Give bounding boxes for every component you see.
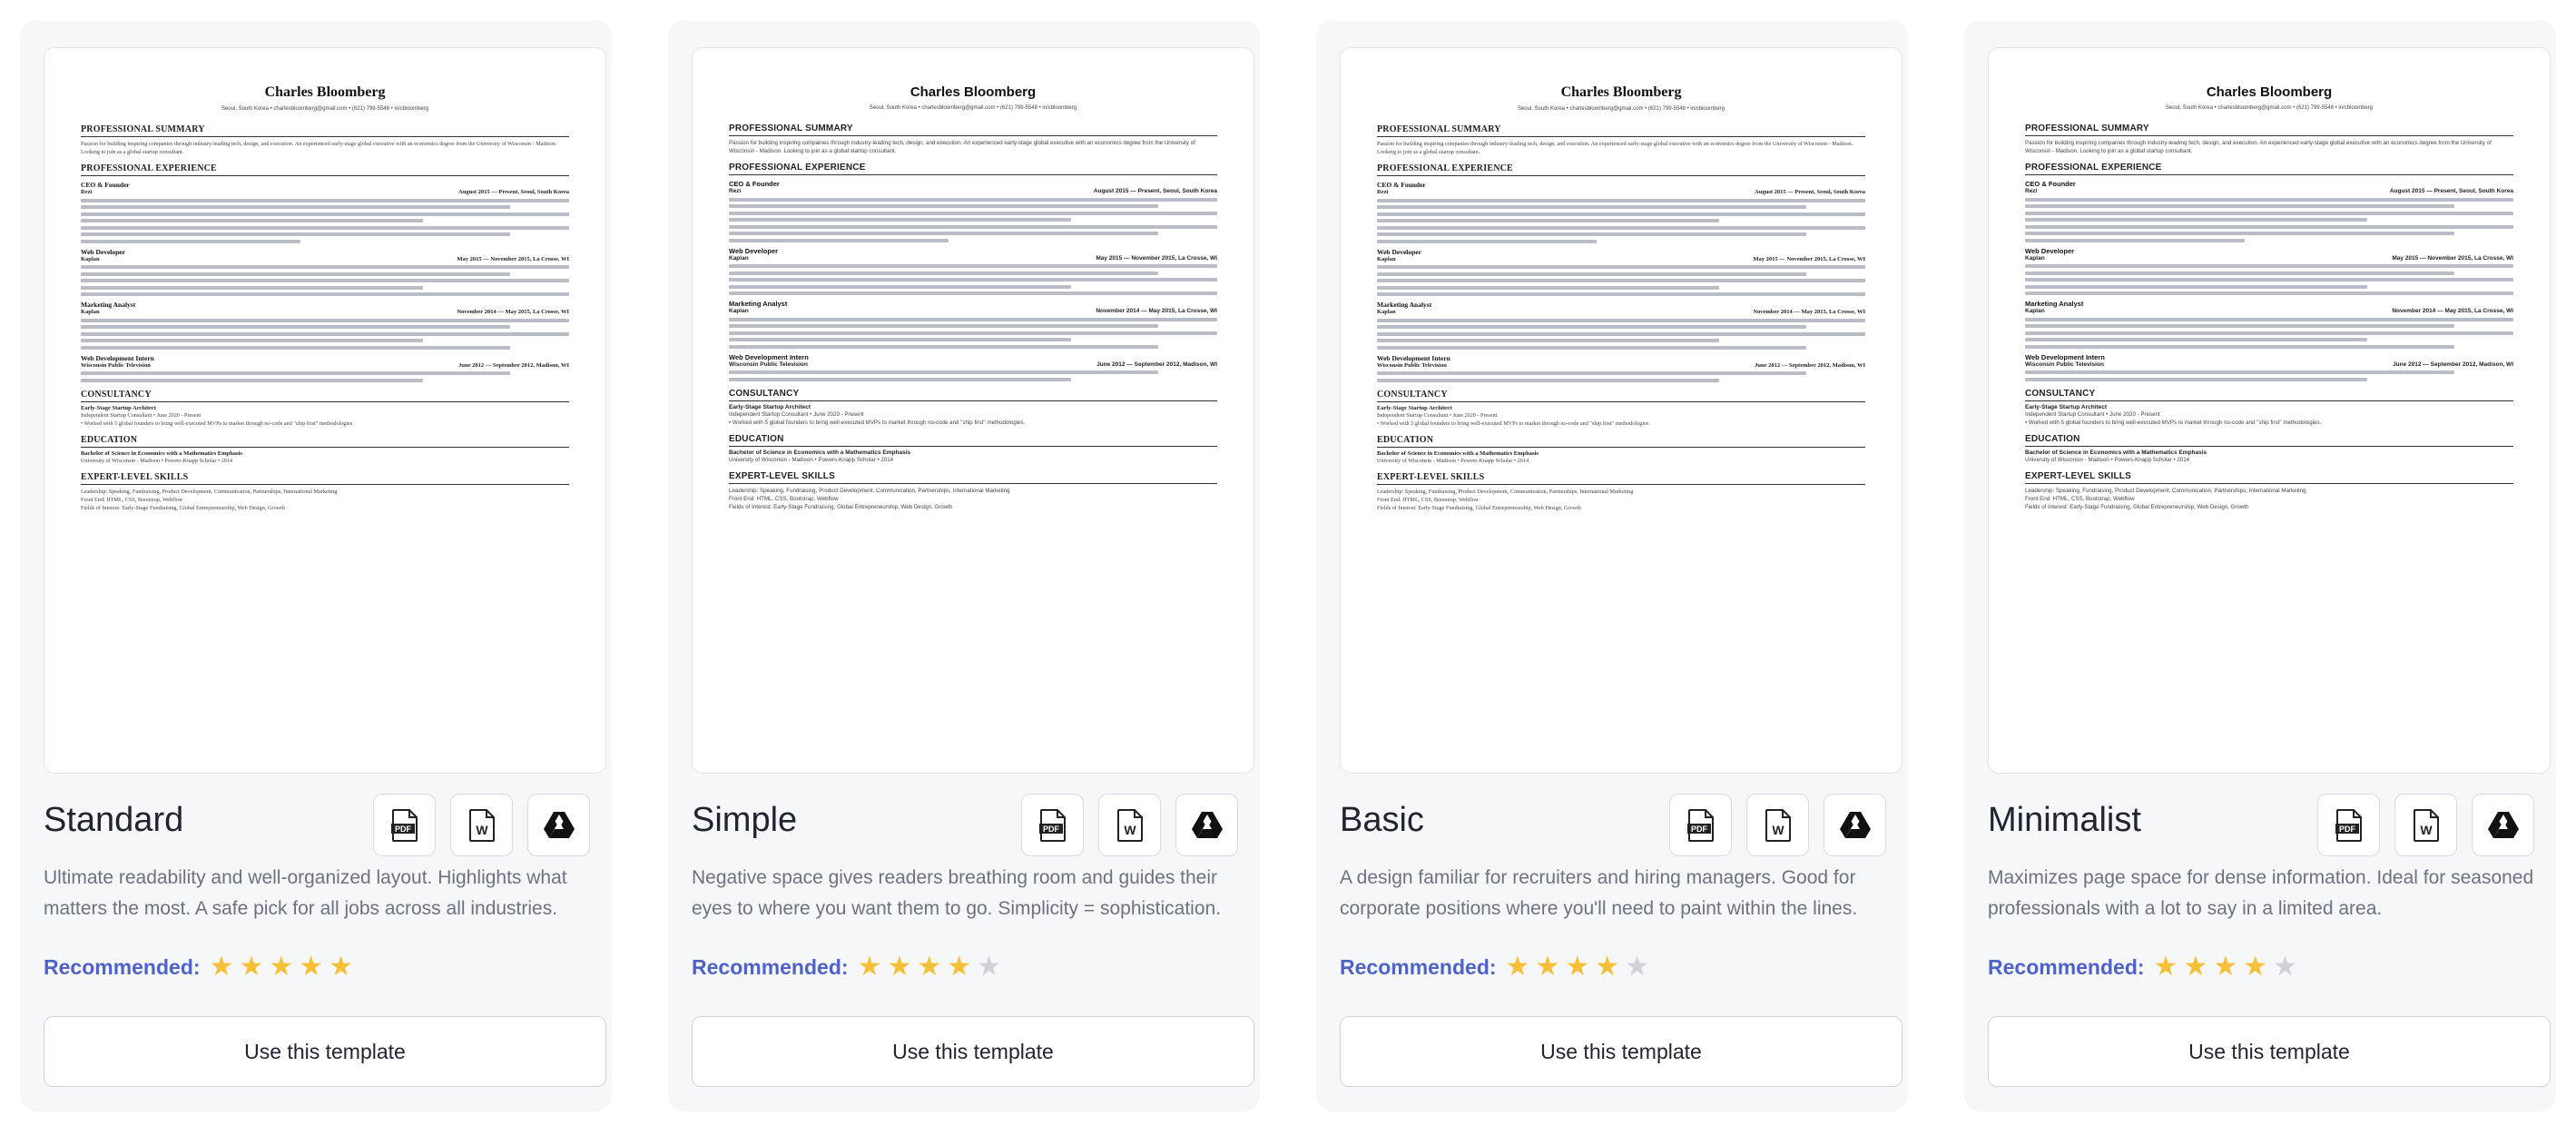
star-icon: ★ (887, 952, 912, 982)
template-card-basic (1316, 20, 1908, 1111)
resume-job-dates: June 2012 — September 2012, Madison, WI (1096, 361, 1217, 368)
resume-job-role: Marketing Analyst (81, 301, 136, 309)
resume-job-company: Rezi (1377, 189, 1389, 195)
resume-consult-bullet: • Worked with 5 global founders to bring well-executed MVPs to market through no-code and "ship first" methodologies. (2025, 419, 2322, 426)
template-description: Ultimate readability and well-organized layout. Highlights what matters the most. A safe pick for all jobs across all industries. (44, 867, 567, 919)
template-title: Simple (692, 801, 798, 839)
resume-job-dates: November 2014 — May 2015, La Crosse, WI (457, 309, 569, 315)
resume-edu-school: University of Wisconsin - Madison • Powers-Knapp Scholar • 2014 (2025, 456, 2190, 463)
pdf-download-button[interactable] (1021, 794, 1084, 856)
resume-job-role: Web Developer (729, 246, 779, 255)
resume-preview[interactable] (692, 47, 1254, 774)
resume-job-company: Kaplan (729, 254, 749, 262)
resume-skills-line: Fields of Interest: Early-Stage Fundraising, Global Entrepreneurship, Web Design, Growth (2025, 503, 2249, 510)
google-drive-button[interactable] (527, 794, 590, 856)
resume-section-skills: EXPERT-LEVEL SKILLS (1377, 472, 1865, 485)
download-icons (373, 794, 590, 856)
resume-job-dates: May 2015 — November 2015, La Crosse, WI (457, 255, 569, 262)
resume-summary-text: Passion for building inspiring companies through industry-leading tech, design, and execution. An experienced early-stage global executive with an economics degree from the University of Wisconsin - Madison. Looking to join as a global startup consultant. (2025, 140, 2492, 154)
resume-contact: Seoul, South Korea • charlesbloomberg@gmail.com • (621) 799-5548 • in/cbloomberg (1517, 106, 1726, 112)
resume-job-role: Web Development Intern (729, 352, 809, 361)
pdf-label: PDF (1042, 824, 1059, 834)
resume-section-experience: PROFESSIONAL EXPERIENCE (81, 163, 569, 176)
resume-edu-school: University of Wisconsin - Madison • Powers-Knapp Scholar • 2014 (729, 456, 894, 463)
use-template-button[interactable]: Use this template (692, 1016, 1254, 1087)
recommended-label: Recommended: (692, 954, 849, 979)
resume-job-company: Rezi (729, 188, 742, 194)
star-icon: ★ (239, 952, 264, 982)
star-icon: ★ (1535, 952, 1560, 982)
pdf-label: PDF (2338, 824, 2355, 834)
word-label: W (1123, 822, 1136, 837)
resume-skills-line: Fields of Interest: Early-Stage Fundraising, Global Entrepreneurship, Web Design, Growth (81, 504, 285, 511)
resume-consult-role: Early-Stage Startup Architect (2025, 403, 2108, 410)
resume-edu-school: University of Wisconsin - Madison • Powers-Knapp Scholar • 2014 (81, 457, 233, 464)
star-icon: ★ (1595, 952, 1620, 982)
template-card-minimalist (1964, 20, 2556, 1111)
resume-job-dates: June 2012 — September 2012, Madison, WI (458, 361, 569, 369)
resume-edu-school: University of Wisconsin - Madison • Powers-Knapp Scholar • 2014 (1377, 457, 1529, 464)
resume-skills-line: Front End: HTML, CSS, Bootstrap, Webflow (1377, 496, 1480, 503)
resume-job-role: CEO & Founder (729, 180, 780, 188)
resume-skills-line: Leadership: Speaking, Fundraising, Product Development, Communication, Partnerships, International Marketing (1377, 488, 1634, 495)
resume-section-education: EDUCATION (81, 435, 569, 448)
resume-section-experience: PROFESSIONAL EXPERIENCE (729, 163, 1217, 175)
resume-skills-line: Fields of Interest: Early-Stage Fundraising, Global Entrepreneurship, Web Design, Growth (1377, 504, 1581, 511)
resume-section-experience: PROFESSIONAL EXPERIENCE (1377, 163, 1865, 176)
recommendation-rating (692, 953, 1001, 981)
resume-section-consultancy: CONSULTANCY (729, 389, 1217, 401)
resume-skills-line: Leadership: Speaking, Fundraising, Product Development, Communication, Partnerships, International Marketing (81, 488, 338, 495)
resume-consult-role: Early-Stage Startup Architect (1377, 404, 1452, 411)
resume-skills-line: Front End: HTML, CSS, Bootstrap, Webflow (81, 496, 183, 503)
resume-contact: Seoul, South Korea • charlesbloomberg@gmail.com • (621) 799-5548 • in/cbloomberg (869, 105, 1077, 111)
resume-job-company: Rezi (2025, 188, 2038, 194)
template-card-simple (668, 20, 1260, 1111)
resume-section-skills: EXPERT-LEVEL SKILLS (2025, 471, 2513, 484)
resume-section-summary: PROFESSIONAL SUMMARY (2025, 123, 2513, 136)
star-icon: ★ (947, 952, 972, 982)
recommendation-rating (1340, 953, 1649, 981)
resume-section-education: EDUCATION (2025, 434, 2513, 447)
resume-consult-bullet: • Worked with 5 global founders to bring well-executed MVPs to market through no-code and "ship first" methodologies. (81, 420, 354, 427)
resume-job-role: Marketing Analyst (1377, 301, 1432, 309)
resume-job-dates: May 2015 — November 2015, La Crosse, WI (2392, 254, 2513, 262)
word-download-button[interactable] (450, 794, 513, 856)
star-icon: ★ (2153, 952, 2178, 982)
template-title: Standard (44, 801, 184, 839)
resume-job-company: Rezi (81, 189, 93, 195)
template-description: Maximizes page space for dense information. Ideal for seasoned professionals with a lot to say in a limited area. (1988, 867, 2534, 919)
recommended-label: Recommended: (44, 954, 201, 979)
resume-job-company: Kaplan (81, 255, 100, 262)
resume-section-skills: EXPERT-LEVEL SKILLS (81, 472, 569, 485)
resume-job-role: Web Developer (2025, 246, 2075, 255)
resume-consult-bullet: • Worked with 5 global founders to bring well-executed MVPs to market through no-code and "ship first" methodologies. (729, 419, 1026, 426)
word-download-button[interactable] (1098, 794, 1161, 856)
pdf-label: PDF (1690, 824, 1707, 834)
resume-consult-role: Early-Stage Startup Architect (81, 404, 156, 411)
resume-contact: Seoul, South Korea • charlesbloomberg@gmail.com • (621) 799-5548 • in/cbloomberg (2165, 105, 2374, 111)
star-icon: ★ (209, 952, 234, 982)
resume-job-role: CEO & Founder (1377, 181, 1426, 189)
resume-job-company: Wisconsin Public Television (1377, 361, 1447, 369)
resume-job-role: Web Developer (81, 247, 125, 256)
resume-job-company: Kaplan (1377, 309, 1396, 315)
resume-preview[interactable] (1340, 47, 1903, 774)
resume-job-dates: June 2012 — September 2012, Madison, WI (1755, 361, 1865, 369)
download-icons (2317, 794, 2534, 856)
resume-preview[interactable] (1988, 47, 2551, 774)
star-icon: ★ (917, 952, 942, 982)
resume-consult-bullet: • Worked with 5 global founders to bring well-executed MVPs to market through no-code and "ship first" methodologies. (1377, 420, 1650, 427)
resume-edu-degree: Bachelor of Science in Economics with a Mathematics Emphasis (2025, 449, 2207, 456)
word-label: W (475, 822, 488, 837)
resume-job-dates: May 2015 — November 2015, La Crosse, WI (1096, 254, 1217, 262)
resume-job-company: Wisconsin Public Television (81, 361, 151, 369)
resume-job-role: Web Development Intern (2025, 352, 2105, 361)
template-grid (20, 20, 2558, 1111)
resume-job-company: Kaplan (2025, 254, 2045, 262)
resume-name: Charles Bloomberg (2206, 84, 2333, 100)
resume-skills-line: Leadership: Speaking, Fundraising, Product Development, Communication, Partnerships, International Marketing (2025, 487, 2306, 494)
star-icon: ★ (1505, 952, 1530, 982)
resume-consult-role: Early-Stage Startup Architect (729, 403, 811, 410)
word-icon (1116, 809, 1144, 842)
resume-name: Charles Bloomberg (264, 84, 386, 100)
resume-job-role: Web Development Intern (81, 353, 154, 362)
resume-job-company: Kaplan (81, 309, 100, 315)
resume-section-summary: PROFESSIONAL SUMMARY (1377, 124, 1865, 137)
resume-job-role: Web Developer (1377, 247, 1421, 256)
template-card-standard (20, 20, 612, 1111)
star-icon: ★ (857, 952, 882, 982)
resume-job-dates: August 2015 — Present, Seoul, South Korea (2389, 188, 2513, 194)
resume-section-skills: EXPERT-LEVEL SKILLS (729, 471, 1217, 484)
word-icon (2413, 809, 2440, 842)
resume-skills-line: Leadership: Speaking, Fundraising, Product Development, Communication, Partnerships, International Marketing (729, 487, 1010, 494)
google-drive-icon (1839, 811, 1872, 840)
pdf-icon (1039, 809, 1067, 842)
pdf-download-button[interactable] (373, 794, 436, 856)
resume-job-role: Marketing Analyst (729, 300, 788, 308)
resume-job-dates: August 2015 — Present, Seoul, South Korea (1755, 189, 1865, 195)
pdf-download-button[interactable] (2317, 794, 2380, 856)
recommendation-rating (44, 953, 353, 981)
star-empty-icon: ★ (2273, 952, 2298, 982)
resume-job-company: Kaplan (2025, 308, 2045, 314)
resume-consult-sub: Independent Startup Consultant • June 2020 - Present (729, 410, 864, 418)
word-icon (1765, 809, 1792, 842)
google-drive-button[interactable] (1175, 794, 1238, 856)
resume-job-company: Kaplan (729, 308, 749, 314)
use-template-button[interactable]: Use this template (44, 1016, 606, 1087)
resume-section-consultancy: CONSULTANCY (1377, 390, 1865, 402)
template-description: A design familiar for recruiters and hiring managers. Good for corporate positions where you'll need to paint within the lines. (1340, 867, 1858, 919)
resume-preview[interactable] (44, 47, 606, 774)
pdf-label: PDF (394, 824, 411, 834)
resume-skills-line: Fields of Interest: Early-Stage Fundraising, Global Entrepreneurship, Web Design, Growth (729, 503, 953, 510)
use-template-button[interactable]: Use this template (1988, 1016, 2551, 1087)
download-icons (1669, 794, 1886, 856)
resume-edu-degree: Bachelor of Science in Economics with a Mathematics Emphasis (729, 449, 911, 456)
google-drive-icon (2487, 811, 2520, 840)
resume-section-consultancy: CONSULTANCY (2025, 389, 2513, 401)
resume-section-summary: PROFESSIONAL SUMMARY (81, 124, 569, 137)
resume-job-role: CEO & Founder (2025, 180, 2076, 188)
word-label: W (2419, 822, 2433, 837)
resume-edu-degree: Bachelor of Science in Economics with a Mathematics Emphasis (81, 449, 242, 457)
resume-summary-text: Passion for building inspiring companies through industry-leading tech, design, and execution. An experienced early-stage global executive with an economics degree from the University of Wisconsin - Madison. Looking to join as a global startup consultant. (729, 140, 1195, 154)
resume-skills-line: Front End: HTML, CSS, Bootstrap, Webflow (729, 495, 839, 502)
pdf-icon (391, 809, 418, 842)
resume-job-dates: August 2015 — Present, Seoul, South Korea (1093, 188, 1217, 194)
star-empty-icon: ★ (1625, 952, 1650, 982)
resume-job-dates: November 2014 — May 2015, La Crosse, WI (1753, 309, 1865, 315)
template-description: Negative space gives readers breathing room and guides their eyes to where you want them to go. Simplicity = sophistication. (692, 867, 1222, 919)
resume-edu-degree: Bachelor of Science in Economics with a Mathematics Emphasis (1377, 449, 1539, 457)
resume-job-role: Marketing Analyst (2025, 300, 2084, 308)
resume-summary-text: Passion for building inspiring companies through industry-leading tech, design, and execution. An experienced early-stage global executive with an economics degree from the University of Wisconsin - Madison. Looking to join as a global startup consultant. (81, 141, 557, 155)
resume-contact: Seoul, South Korea • charlesbloomberg@gmail.com • (621) 799-5548 • in/cbloomberg (221, 106, 429, 112)
resume-section-summary: PROFESSIONAL SUMMARY (729, 123, 1217, 136)
recommendation-rating (1988, 953, 2297, 981)
resume-job-dates: November 2014 — May 2015, La Crosse, WI (2392, 308, 2513, 314)
recommended-label: Recommended: (1340, 954, 1497, 979)
star-icon: ★ (2183, 952, 2208, 982)
google-drive-icon (1191, 811, 1224, 840)
star-icon: ★ (269, 952, 294, 982)
resume-job-dates: November 2014 — May 2015, La Crosse, WI (1096, 308, 1217, 314)
pdf-icon (2335, 809, 2363, 842)
resume-job-dates: June 2012 — September 2012, Madison, WI (2393, 361, 2513, 368)
star-icon: ★ (2213, 952, 2238, 982)
star-icon: ★ (2243, 952, 2268, 982)
resume-consult-sub: Independent Startup Consultant • June 2020 - Present (81, 411, 202, 419)
pdf-icon (1687, 809, 1715, 842)
resume-job-company: Wisconsin Public Television (2025, 361, 2104, 368)
resume-skills-line: Front End: HTML, CSS, Bootstrap, Webflow (2025, 495, 2135, 502)
resume-name: Charles Bloomberg (1560, 84, 1682, 100)
resume-section-experience: PROFESSIONAL EXPERIENCE (2025, 163, 2513, 175)
word-icon (468, 809, 496, 842)
google-drive-icon (543, 811, 575, 840)
word-label: W (1771, 822, 1785, 837)
resume-section-education: EDUCATION (729, 434, 1217, 447)
resume-job-company: Kaplan (1377, 255, 1396, 262)
pdf-download-button[interactable] (1669, 794, 1732, 856)
resume-section-education: EDUCATION (1377, 435, 1865, 448)
star-empty-icon: ★ (977, 952, 1002, 982)
google-drive-button[interactable] (2472, 794, 2534, 856)
recommended-label: Recommended: (1988, 954, 2145, 979)
word-download-button[interactable] (2394, 794, 2457, 856)
star-icon: ★ (329, 952, 354, 982)
download-icons (1021, 794, 1238, 856)
resume-job-role: Web Development Intern (1377, 353, 1450, 362)
use-template-button[interactable]: Use this template (1340, 1016, 1903, 1087)
google-drive-button[interactable] (1824, 794, 1886, 856)
star-icon: ★ (1565, 952, 1590, 982)
resume-consult-sub: Independent Startup Consultant • June 2020 - Present (2025, 410, 2160, 418)
resume-job-dates: May 2015 — November 2015, La Crosse, WI (1753, 255, 1865, 262)
resume-summary-text: Passion for building inspiring companies through industry-leading tech, design, and execution. An experienced early-stage global executive with an economics degree from the University of Wisconsin - Madison. Looking to join as a global startup consultant. (1377, 141, 1853, 155)
resume-section-consultancy: CONSULTANCY (81, 390, 569, 402)
resume-job-dates: August 2015 — Present, Seoul, South Korea (458, 189, 569, 195)
template-title: Minimalist (1988, 801, 2141, 839)
resume-consult-sub: Independent Startup Consultant • June 2020 - Present (1377, 411, 1498, 419)
resume-name: Charles Bloomberg (909, 84, 1037, 100)
template-title: Basic (1340, 801, 1424, 839)
resume-job-company: Wisconsin Public Television (729, 361, 808, 368)
star-icon: ★ (299, 952, 324, 982)
resume-job-role: CEO & Founder (81, 181, 130, 189)
word-download-button[interactable] (1746, 794, 1809, 856)
